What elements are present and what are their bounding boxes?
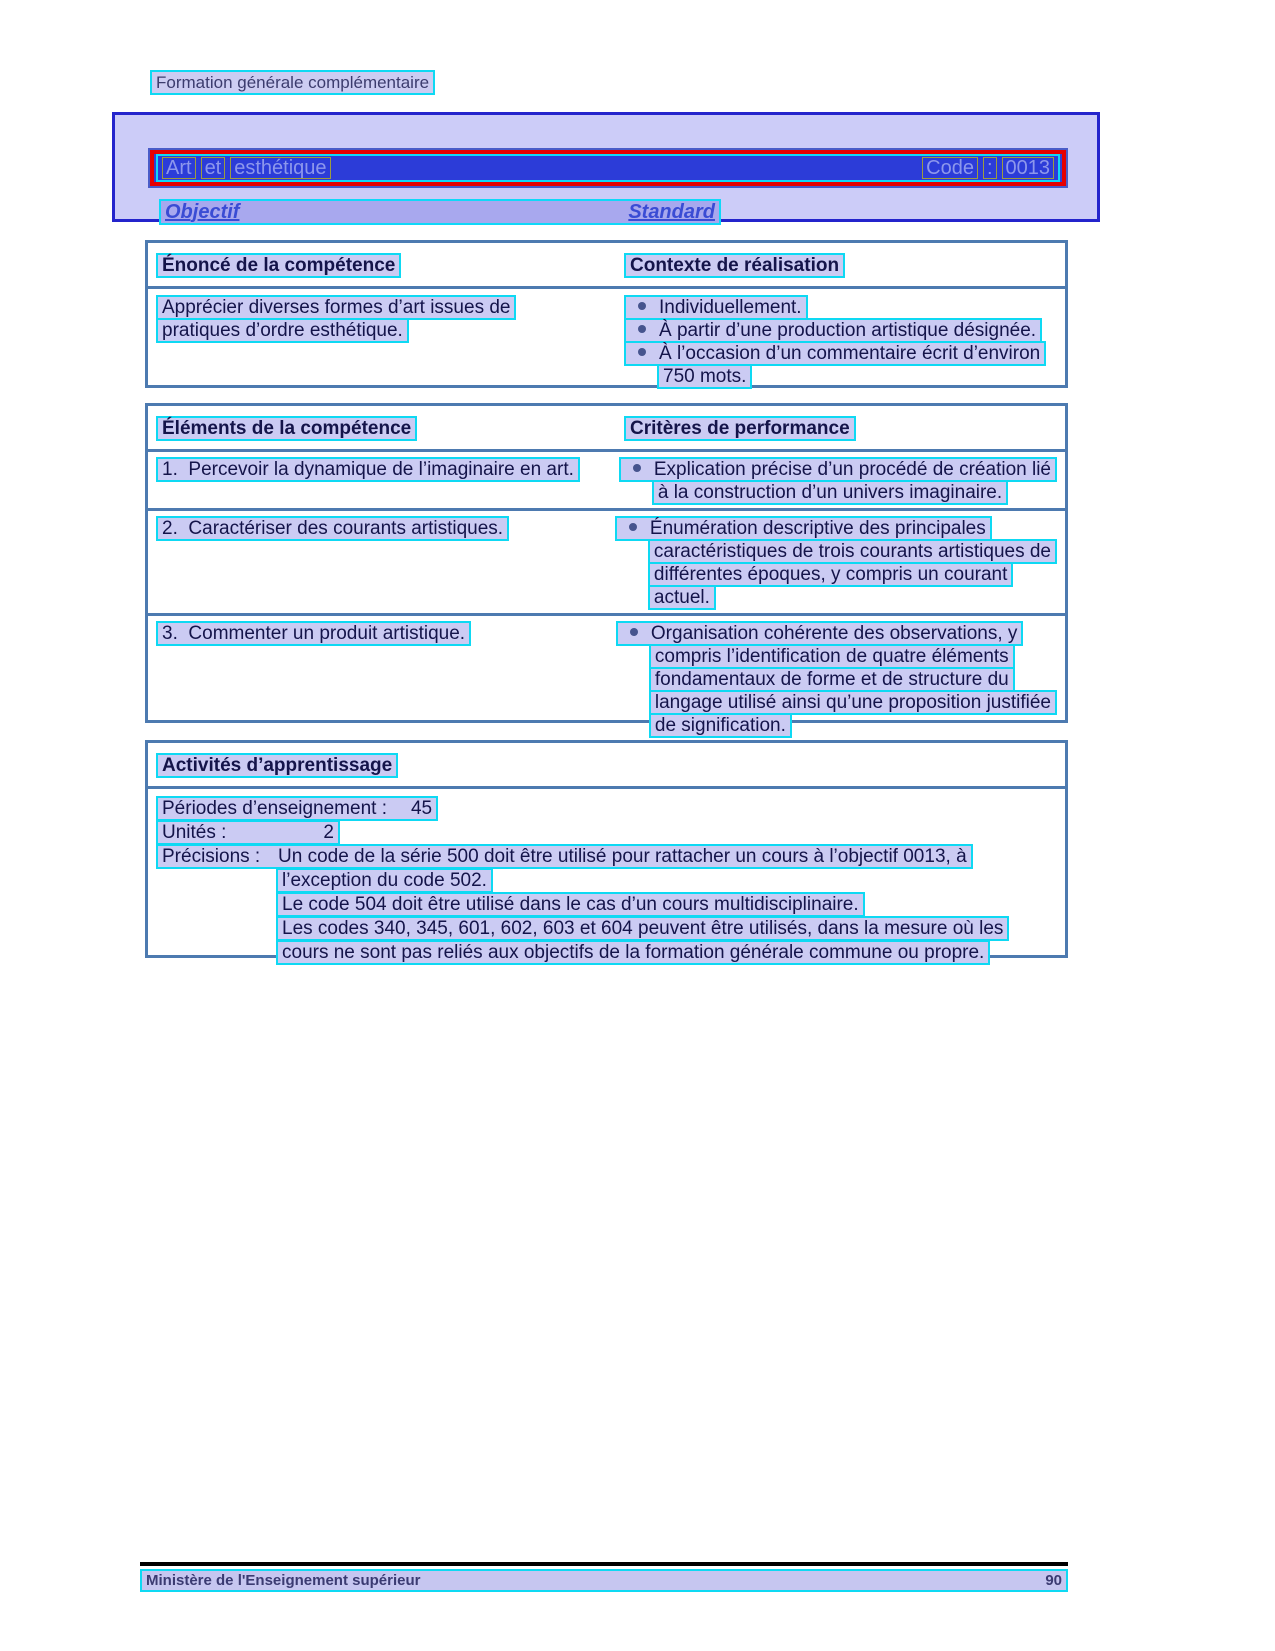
context-list [611,295,1057,387]
periodes-value: 45 [410,798,433,819]
highlight-line: à la construction d’un univers imaginaire. [652,480,1008,505]
list-item: À partir d’une production artistique désignée. [624,318,1042,343]
highlight-line: Les codes 340, 345, 601, 602, 603 et 604 peuvent être utilisés, dans la mesure où les [276,916,1009,941]
unites-value: 2 [323,822,334,843]
bullet-icon [638,302,646,310]
section-label [150,70,435,95]
title-word: esthétique [230,157,330,179]
highlight-line: différentes époques, y compris un courant [648,562,1013,587]
elements-table [145,403,1068,736]
highlight-line: Apprécier diverses formes d’art issues de [156,295,516,320]
column-header-criteres: Critères de performance [624,416,856,441]
highlight-line: cours ne sont pas reliés aux objectifs de la formation générale commune ou propre. [276,940,990,965]
periodes-row [156,796,1057,820]
list-item: Individuellement. [624,295,808,320]
objectif-standard-row [159,199,721,225]
table-row [148,511,1065,616]
activites-table-body [148,789,1065,971]
activites-heading: Activités d’apprentissage [156,753,398,778]
title-word: et [201,157,226,179]
list-item: Énumération descriptive des principales [615,516,992,541]
course-title-highlight-line [156,154,1060,182]
course-code [917,157,1054,179]
highlight-line: Formation générale complémentaire [150,70,435,95]
element-item: 3. Commenter un produit artistique. [156,621,471,646]
highlight-line: caractéristiques de trois courants artistiques de [648,539,1057,564]
highlight-line: fondamentaux de forme et de structure du [649,667,1015,692]
highlight-line: 750 mots. [657,364,752,389]
bullet-icon [638,325,646,333]
precisions-row [156,844,1057,868]
objectif-heading: Objectif [165,200,240,223]
bullet-icon [629,523,637,531]
column-header-enonce: Énoncé de la compétence [156,253,401,278]
element-item: 2. Caractériser des courants artistiques. [156,516,509,541]
bullet-icon [638,348,646,356]
list-item: Explication précise d’un procédé de création lié [619,457,1057,482]
code-word: : [983,157,997,179]
course-header-panel [112,112,1100,222]
competence-table-body [148,289,1065,393]
footer-highlight-line [140,1569,1068,1592]
activites-table-header [148,743,1065,789]
footer-divider [140,1562,1068,1566]
highlight-line: actuel. [648,585,716,610]
competence-table [145,240,1068,388]
bullet-icon [633,464,641,472]
page-footer [140,1569,1068,1592]
list-item: À l’occasion d’un commentaire écrit d’environ [624,341,1046,366]
highlight-line: pratiques d’ordre esthétique. [156,318,409,343]
page-number: 90 [1045,1572,1062,1589]
element-item: 1. Percevoir la dynamique de l’imaginaire en art. [156,457,580,482]
activites-table [145,740,1068,963]
code-word: Code [922,157,978,179]
course-title-bar [148,148,1068,188]
table-row [148,452,1065,511]
highlight-line: compris l’identification de quatre éléments [649,644,1015,669]
highlight-line: Le code 504 doit être utilisé dans le cas d’un cours multidisciplinaire. [276,892,865,917]
bullet-icon [630,628,638,636]
column-header-elements: Éléments de la compétence [156,416,417,441]
highlight-line: Précisions : Un code de la série 500 doit être utilisé pour rattacher un cours à l’objectif 0013, à [156,844,973,869]
competence-table-header [148,243,1065,289]
column-header-contexte: Contexte de réalisation [624,253,845,278]
elements-table-header [148,406,1065,452]
code-word: 0013 [1002,157,1055,179]
highlight-line: Unités : 2 [156,820,340,845]
title-word: Art [162,157,196,179]
list-item: Organisation cohérente des observations, y [616,621,1024,646]
table-row [148,616,1065,741]
competence-statement [156,295,611,387]
course-title [162,157,336,179]
course-title-bar-red-frame [150,150,1066,186]
highlight-line: langage utilisé ainsi qu’une proposition justifiée [649,690,1057,715]
highlight-line: de signification. [649,713,792,738]
highlight-line: l’exception du code 502. [276,868,493,893]
highlight-line: Périodes d’enseignement : 45 [156,796,438,821]
footer-ministry: Ministère de l'Enseignement supérieur [146,1572,421,1589]
standard-heading: Standard [628,200,715,223]
unites-row [156,820,1057,844]
